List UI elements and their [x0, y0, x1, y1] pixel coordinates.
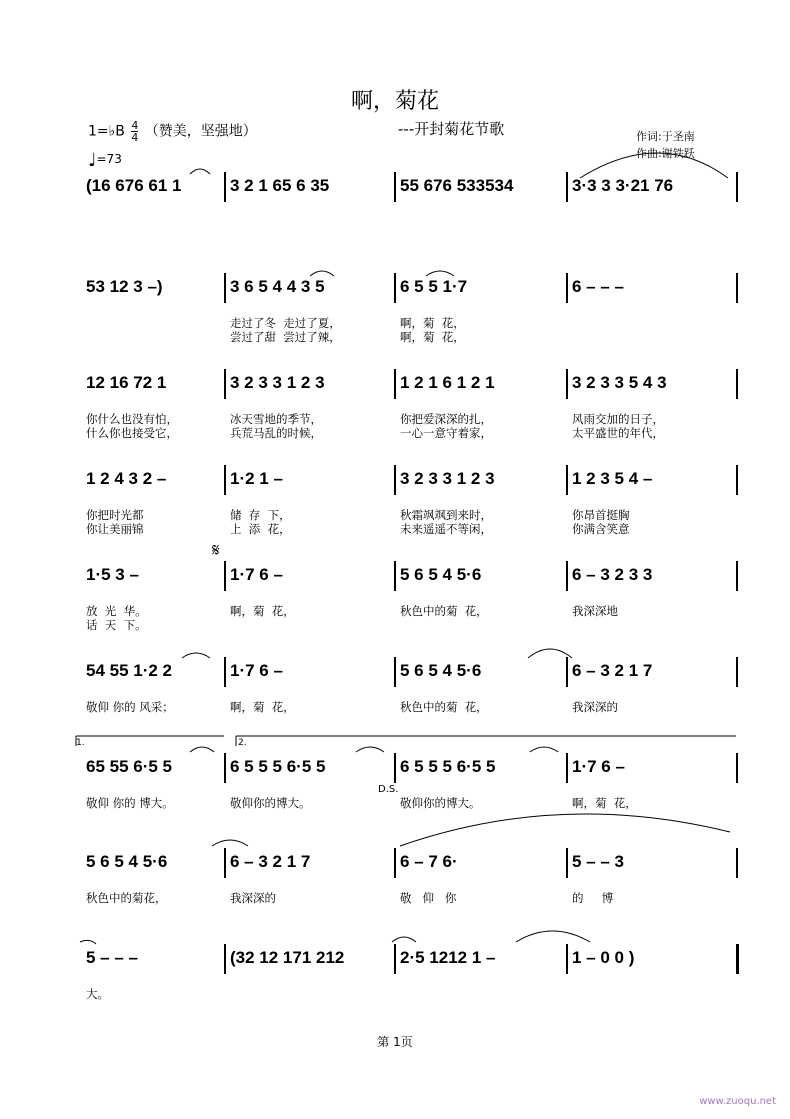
- page-number: 第 1页: [377, 1035, 413, 1049]
- measure-notes: 5 6 5 4 5·6: [86, 852, 168, 871]
- bar-line: [566, 561, 568, 591]
- measure-notes: 65 55 6·5 5: [86, 757, 173, 776]
- measure-notes: 1 2 4 3 2 –: [86, 469, 167, 488]
- lyricist-credit: 作词:于圣南: [636, 130, 695, 143]
- tempo-marking: [88, 150, 122, 171]
- measure-notes: 1·2 1 –: [230, 469, 283, 488]
- measure-notes: 1 2 3 5 4 –: [572, 469, 653, 488]
- lyric-line-2: 什么你也接受它，: [86, 426, 178, 440]
- lyric-line-2: 你满含笑意: [572, 522, 630, 536]
- bar-line: [566, 369, 568, 399]
- bar-line: [566, 944, 568, 974]
- volta-first: 1.: [76, 738, 85, 748]
- slur: [212, 840, 248, 846]
- song-title: 啊，菊花: [350, 89, 439, 114]
- lyric-line-2: 上 添 花，: [230, 522, 291, 536]
- lyric-line-1: 你昂首挺胸: [572, 508, 630, 522]
- bar-line: [394, 465, 396, 495]
- lyric-line-1: 你把爱深深的扎，: [400, 412, 492, 426]
- slur: [392, 937, 416, 942]
- tempo-value: =73: [96, 152, 122, 166]
- measure-notes: 12 16 72 1: [86, 373, 167, 392]
- slur: [426, 271, 454, 276]
- bar-line: [736, 753, 738, 783]
- measure-notes: 3 2 1 65 6 35: [230, 176, 330, 195]
- bar-line: [224, 172, 226, 202]
- key-label: 1=♭B: [88, 123, 125, 140]
- lyric-line-1: 敬仰你的博大。: [400, 796, 481, 810]
- measure-notes: 3 2 3 3 1 2 3: [230, 373, 325, 392]
- bar-line: [736, 273, 738, 303]
- lyric-line-1: 我深深的: [230, 891, 276, 905]
- measure-notes: 55 676 533534: [400, 176, 514, 195]
- lyric-line-1: 放 光 华。: [86, 604, 147, 618]
- lyric-line-2: 太平盛世的年代，: [572, 426, 664, 440]
- time-bottom: 4: [131, 131, 139, 144]
- lyric-line-1: 啊，菊 花，: [230, 700, 295, 714]
- measure-notes: (32 12 171 212: [230, 948, 345, 967]
- bar-line: [394, 753, 396, 783]
- bar-line: [224, 369, 226, 399]
- bar-line: [736, 657, 738, 687]
- bar-line: [224, 753, 226, 783]
- lyric-line-1: 你什么也没有怕，: [86, 412, 178, 426]
- measure-notes: 6 – – –: [572, 277, 624, 296]
- measure-notes: 1·7 6 –: [572, 757, 625, 776]
- lyric-line-2: 未来遥遥不等闲，: [400, 522, 492, 536]
- measure-notes: 5 6 5 4 5·6: [400, 661, 482, 680]
- measure-notes: 2·5 1212 1 –: [400, 948, 496, 967]
- measure-notes: 3 2 3 3 5 4 3: [572, 373, 667, 392]
- measure-notes: 3 2 3 3 1 2 3: [400, 469, 495, 488]
- slur: [400, 814, 730, 846]
- lyric-line-1: 秋色中的菊 花，: [400, 604, 488, 618]
- measure-notes: 1·7 6 –: [230, 661, 283, 680]
- bar-line: [224, 465, 226, 495]
- measure-notes: 53 12 3 –): [86, 277, 163, 296]
- bar-line: [394, 172, 396, 202]
- measure-notes: 6 5 5 1·7: [400, 277, 468, 296]
- bar-line: [566, 753, 568, 783]
- expression-marking: （赞美，坚强地）: [144, 123, 257, 140]
- quarter-note-icon: ♩: [88, 150, 97, 171]
- measure-notes: 5 – – –: [86, 948, 138, 967]
- measure-notes: 6 – 3 2 1 7: [572, 661, 653, 680]
- bar-line: [394, 273, 396, 303]
- song-subtitle: ---开封菊花节歌: [398, 120, 505, 138]
- measure-notes: 6 5 5 5 6·5 5: [400, 757, 496, 776]
- bar-line: [224, 273, 226, 303]
- bar-line: [394, 561, 396, 591]
- lyric-line-1: 敬仰 你的 风采；: [86, 700, 174, 714]
- bar-line: [566, 465, 568, 495]
- bar-line: [394, 657, 396, 687]
- bar-line: [566, 848, 568, 878]
- composer-credit: 作曲:谢铁跃: [636, 147, 695, 160]
- bar-line: [736, 848, 738, 878]
- measure-notes: 1·7 6 –: [230, 565, 283, 584]
- lyric-line-1: 的 博: [572, 891, 614, 905]
- measure-notes: 54 55 1·2 2: [86, 661, 173, 680]
- bar-line: [394, 369, 396, 399]
- measure-notes: 1 – 0 0 ): [572, 948, 635, 967]
- slur: [310, 271, 334, 276]
- volta-second: 2.: [238, 738, 247, 748]
- lyric-line-1: 敬 仰 你: [400, 891, 457, 905]
- bar-line: [736, 561, 738, 591]
- lyric-line-1: 你把时光都: [86, 508, 144, 522]
- bar-line: [736, 369, 738, 399]
- measure-notes: 5 – – 3: [572, 852, 624, 871]
- slur: [356, 747, 384, 752]
- slur: [190, 169, 210, 174]
- segno-icon: 𝄋: [212, 540, 220, 561]
- time-top: 4: [131, 119, 139, 132]
- bar-line: [224, 944, 226, 974]
- bar-line: [224, 848, 226, 878]
- slur: [516, 931, 590, 942]
- measure-notes: 6 – 3 2 1 7: [230, 852, 311, 871]
- measure-notes: 3·3 3 3·21 76: [572, 176, 674, 195]
- measure-notes: 6 – 3 2 3 3: [572, 565, 653, 584]
- lyric-line-1: 敬仰你的博大。: [230, 796, 311, 810]
- lyric-line-1: 啊，菊 花，: [230, 604, 295, 618]
- bar-line: [736, 465, 738, 495]
- measure-notes: 1·5 3 –: [86, 565, 139, 584]
- bar-line: [224, 561, 226, 591]
- lyric-line-1: 大。: [86, 987, 109, 1001]
- lyric-line-2: 兵荒马乱的时候，: [230, 426, 322, 440]
- da-segno-mark: D.S.: [378, 784, 399, 795]
- bar-line: [566, 657, 568, 687]
- lyric-line-2: 话 天 下。: [86, 618, 147, 632]
- bar-line: [566, 273, 568, 303]
- lyric-line-1: 走过了冬 走过了夏，: [230, 316, 341, 330]
- lyric-line-1: 敬仰 你的 博大。: [86, 796, 174, 810]
- lyric-line-2: 一心一意守着家，: [400, 426, 492, 440]
- measure-notes: (16 676 61 1: [86, 176, 182, 195]
- lyric-line-1: 啊，菊 花，: [572, 796, 637, 810]
- slur: [182, 653, 210, 658]
- bar-line: [736, 944, 739, 974]
- measure-notes: 5 6 5 4 5·6: [400, 565, 482, 584]
- site-watermark: www.zuoqu.net: [699, 1096, 776, 1107]
- time-signature: [131, 120, 138, 143]
- measure-notes: 3 6 5 4 4 3 5: [230, 277, 325, 296]
- bar-line: [394, 944, 396, 974]
- measure-notes: 1 2 1 6 1 2 1: [400, 373, 495, 392]
- lyric-line-1: 储 存 下，: [230, 508, 291, 522]
- bar-line: [394, 848, 396, 878]
- bar-line: [224, 657, 226, 687]
- lyric-line-1: 风雨交加的日子，: [572, 412, 664, 426]
- lyric-line-1: 我深深的: [572, 700, 618, 714]
- lyric-line-2: 尝过了甜 尝过了辣，: [230, 330, 341, 344]
- lyric-line-1: 我深深地: [572, 604, 618, 618]
- lyric-line-2: 你让美丽锦: [86, 522, 144, 536]
- lyric-line-1: 秋色中的菊 花，: [400, 700, 488, 714]
- measure-notes: 6 5 5 5 6·5 5: [230, 757, 326, 776]
- slur: [190, 747, 214, 752]
- lyric-line-1: 啊，菊 花，: [400, 316, 465, 330]
- bar-line: [736, 172, 738, 202]
- lyric-line-1: 冰天雪地的季节，: [230, 412, 322, 426]
- slur: [530, 747, 558, 752]
- lyric-line-1: 秋色中的菊花，: [86, 891, 167, 905]
- bar-line: [566, 172, 568, 202]
- key-signature: [88, 120, 257, 143]
- measure-notes: 6 – 7 6·: [400, 852, 458, 871]
- lyric-line-1: 秋霜飒飒到来时，: [400, 508, 492, 522]
- lyric-line-2: 啊，菊 花，: [400, 330, 465, 344]
- slur: [80, 940, 96, 944]
